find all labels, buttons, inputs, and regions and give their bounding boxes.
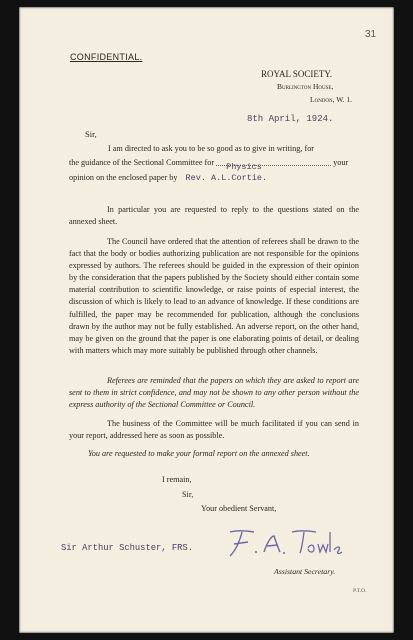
confidential-heading: CONFIDENTIAL.	[70, 52, 143, 62]
salutation: Sir,	[85, 129, 97, 139]
para-particular: In particular you are requested to reply to the questions stated on the annexed sheet.	[69, 205, 359, 227]
intro-line-1: I am directed to ask you to be so good as to give in writing, for	[108, 144, 315, 153]
intro-line-2	[69, 158, 359, 172]
closing-sir: Sir,	[182, 490, 194, 499]
pto-label: P.T.O.	[353, 588, 367, 594]
handwritten-signature	[220, 522, 345, 564]
committee-blank	[216, 162, 331, 172]
intro-line-3	[69, 173, 267, 183]
org-name: ROYAL SOCIETY.	[261, 69, 333, 79]
closing-servant: Your obedient Servant,	[201, 504, 277, 513]
intro-line-2-post: your	[333, 158, 349, 167]
address-line-1: Burlington House,	[277, 82, 334, 91]
para-business: The business of the Committee will be much facilitated if you can send in your report, addressed here as soon as possible.	[69, 419, 359, 441]
page-number: 31	[365, 29, 377, 40]
address-line-2: London, W. 1.	[310, 95, 353, 104]
closing-remain: I remain,	[162, 475, 192, 484]
intro-line-3-pre: opinion on the enclosed paper by	[69, 173, 178, 182]
committee-name: Physics	[226, 162, 262, 172]
intro-line-2-pre: the guidance of the Sectional Committee for	[69, 158, 215, 167]
para-council: The Council have ordered that the attention of referees shall be drawn to the fact that the body or bodies authorizing publication are not responsible for the opinions expressed by authors. The referees should be guided in the expression of their opinion by the consideration that the papers published by the Society should either contain some material contribution to scientific knowledge, or raise points of especial interest, the discussion of which is likely to lead to an advance of knowledge. If these conditions are fulfilled, the paper may be recommended for publication, although the conclusions drawn by the author may not be fully established. An adverse report, on the other hand, may be given on the ground that the paper is one elaborating points of detail, or dealing with matters which may more suitably be published through other channels.	[69, 237, 359, 355]
recipient-name: Sir Arthur Schuster, FRS.	[61, 543, 193, 553]
letter-page	[19, 7, 394, 633]
para-formal: You are requested to make your formal report on the annexed sheet.	[88, 449, 310, 458]
signer-title: Assistant Secretary.	[274, 567, 336, 576]
letter-date: 8th April, 1924.	[247, 114, 334, 124]
paper-author: Rev. A.L.Cortie.	[185, 173, 268, 183]
para-referees: Referees are reminded that the papers on which they are asked to report are sent to them in strict confidence, and may not be shown to any other person without the express authority of the Sectional Committee or Council.	[69, 376, 359, 410]
